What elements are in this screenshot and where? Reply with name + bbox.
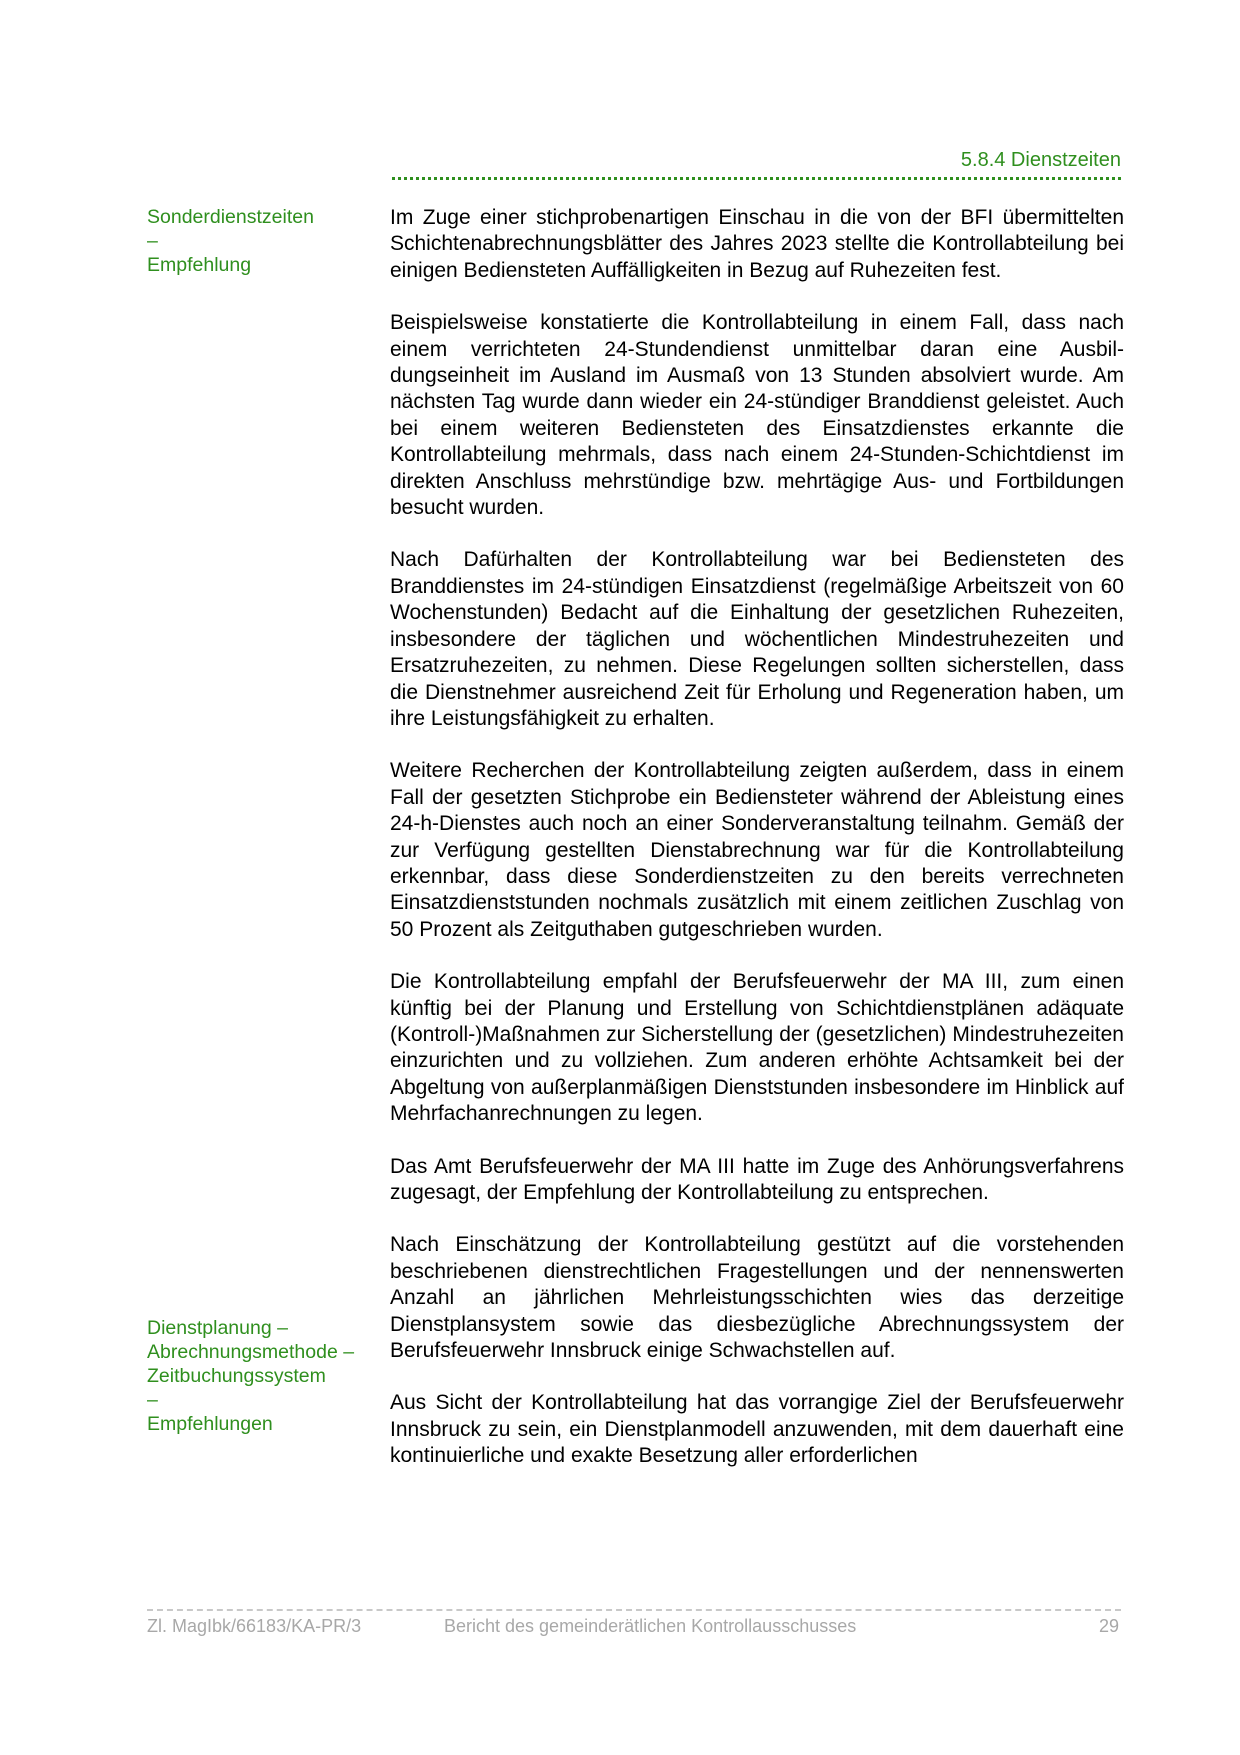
body-paragraph: Im Zuge einer stichprobenartigen Einschau in die von der BFI übermittelten Schichtenabrechnungsblätter des Jahres 2023 stellte die Kontrollabteilung bei einigen Bediensteten Auffälligkeiten in Bezug auf Ruhezeiten fest.	[390, 206, 1124, 282]
margin-note-sonderdienstzeiten	[147, 205, 377, 277]
body-text-column	[390, 205, 1124, 1496]
margin-note-line: Dienstplanung –	[147, 1317, 288, 1339]
body-paragraph: Aus Sicht der Kontrollabteilung hat das vorrangige Ziel der Berufsfeuerwehr Innsbruck zu sein, ein Dienstplanmodell anzuwenden, mit dem dauerhaft eine kontinuierliche und exakte Besetzung aller erforderlichen	[390, 1391, 1124, 1468]
body-paragraph: Die Kontrollabteilung empfahl der Berufsfeuerwehr der MA III, zum einen künftig bei der Planung und Erstellung von Schichtdienstplänen adäquate (Kontroll-)Maßnahmen zur Sicherstellung der (gesetzlichen) Mindestruhezeiten einzurichten und zu vollziehen. Zum anderen erhöhte Achtsamkeit bei der Abgeltung von außerplanmäßigen Dienststunden insbesondere im Hinblick auf Mehrfachanrechnungen zu legen.	[390, 970, 1124, 1126]
margin-note-line: Sonderdienstzeiten	[147, 206, 314, 228]
section-heading: 5.8.4 Dienstzeiten	[960, 149, 1121, 171]
body-paragraph: Beispielsweise konstatierte die Kontrollabteilung in einem Fall, dass nach einem verrichteten 24-Stundendienst unmittelbar daran eine Ausbildungseinheit im Ausland im Ausmaß von 13 Stunden absolviert wurde. Am nächsten Tag wurde dann wieder ein 24-stündiger Branddienst geleistet. Auch bei einem weiteren Bediensteten des Einsatzdienstes erkannte die Kontrollabteilung mehrmals, dass nach einem 24-Stunden-Schichtdienst im direkten Anschluss mehrstündige bzw. mehrtägige Aus- und Fortbildungen besucht wurden.	[390, 311, 1124, 520]
margin-note-line: –	[147, 1389, 158, 1411]
footer-dashed-divider	[147, 1609, 1121, 1611]
body-paragraph: Das Amt Berufsfeuerwehr der MA III hatte im Zuge des Anhörungsverfahrens zugesagt, der Empfehlung der Kontrollabteilung zu entsprechen.	[390, 1154, 1124, 1204]
footer-report-title: Bericht des gemeinderätlichen Kontrollausschusses	[444, 1616, 857, 1636]
margin-note-dienstplanung	[147, 1316, 377, 1436]
margin-note-line: –	[147, 230, 158, 252]
margin-note-line: Empfehlung	[147, 254, 252, 276]
page-number: 29	[1098, 1616, 1119, 1636]
body-paragraph: Weitere Recherchen der Kontrollabteilung zeigten außerdem, dass in einem Fall der gesetzten Stichprobe ein Bediensteter während der Ableistung eines 24-h-Dienstes auch noch an einer Sonderveranstaltung teilnahm. Gemäß der zur Verfügung gestellten Dienstabrechnung war für die Kontrollabteilung erkennbar, dass diese Sonderdienstzeiten zu den bereits verrechneten Einsatzdienststunden nochmals zusätzlich mit einem zeitlichen Zuschlag von 50 Prozent als Zeitguthaben gutgeschrieben wurden.	[390, 759, 1124, 941]
header-dotted-divider	[392, 177, 1121, 180]
margin-note-line: Abrechnungsmethode –	[147, 1341, 355, 1363]
margin-note-line: Empfehlungen	[147, 1413, 273, 1435]
body-paragraph: Nach Dafürhalten der Kontrollabteilung war bei Bediensteten des Branddienstes im 24-stündigen Einsatzdienst (regelmäßige Arbeitszeit von 60 Wochenstunden) Bedacht auf die Einhaltung der gesetzlichen Ruhezeiten, insbesondere der täglichen und wöchentlichen Mindestruhezeiten und Ersatzruhezeiten, zu nehmen. Diese Regelungen sollten sicherstellen, dass die Dienstnehmer ausreichend Zeit für Erholung und Regeneration haben, um ihre Leistungsfähigkeit zu erhalten.	[390, 548, 1124, 730]
body-paragraph: Nach Einschätzung der Kontrollabteilung gestützt auf die vorstehenden beschriebenen dienstrechtlichen Fragestellungen und der nennenswerten Anzahl an jährlichen Mehrleistungsschichten wies das derzeitige Dienstplansystem sowie das diesbezügliche Abrechnungssystem der Berufsfeuerwehr Innsbruck einige Schwachstellen auf.	[390, 1233, 1124, 1363]
margin-note-line: Zeitbuchungssystem	[147, 1365, 326, 1387]
footer-reference: Zl. MagIbk/66183/KA-PR/3	[147, 1616, 362, 1636]
